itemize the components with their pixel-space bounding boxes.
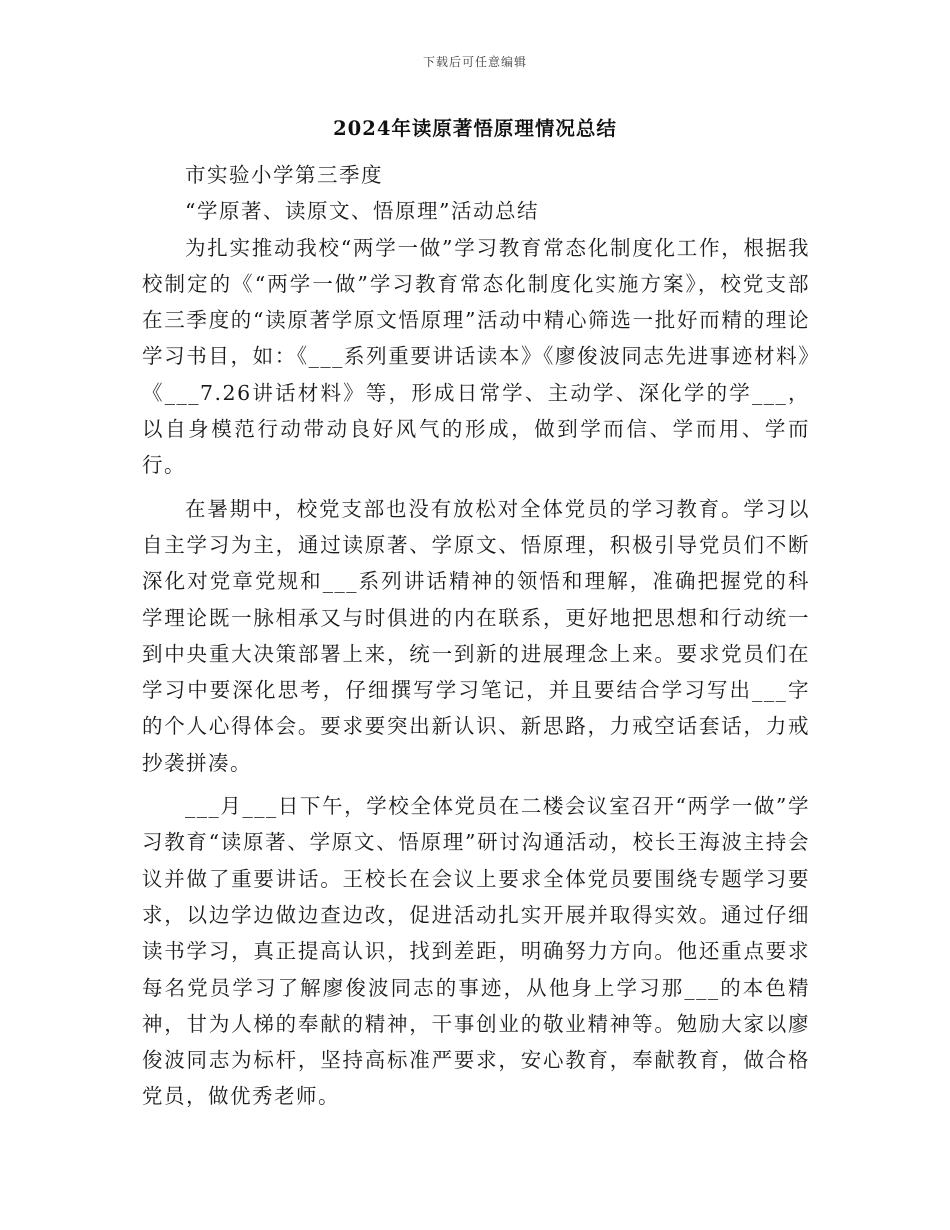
document-title: 2024年读原著悟原理情况总结 (333, 117, 617, 140)
subtitle-line-1: 市实验小学第三季度 (185, 163, 384, 187)
paragraph-2: 在暑期中，校党支部也没有放松对全体党员的学习教育。学习以自主学习为主，通过读原著、学原文、悟原理，积极引导党员们不断深化对党章党规和___系列讲话精神的领悟和理解，准确把握党的科学理论既一脉相承又与时俱进的内在联系，更好地把思想和行动统一到中央重大决策部署上来，统一到新的进展理念上来。要求党员们在学习中要深化思考，仔细撰写学习笔记，并且要结合学习写出___字的个人心得体会。要求要突出新认识、新思路，力戒空话套话，力戒抄袭拼凑。 (142, 496, 810, 775)
paragraph-3: ___月___日下午，学校全体党员在二楼会议室召开“两学一做”学习教育“读原著、学原文、悟原理”研讨沟通活动，校长王海波主持会议并做了重要讲话。王校长在会议上要求全体党员要围绕专题学习要求，以边学边做边查边改，促进活动扎实开展并取得实效。通过仔细读书学习，真正提高认识，找到差距，明确努力方向。他还重点要求每名党员学习了解廖俊波同志的事迹，从他身上学习那___的本色精神，甘为人梯的奉献的精神，干事创业的敬业精神等。勉励大家以廖俊波同志为标杆，坚持高标准严要求，安心教育，奉献教育，做合格党员，做优秀老师。 (142, 794, 810, 1109)
document-body (142, 157, 810, 1115)
subtitle-line-2: “学原著、读原文、悟原理”活动总结 (185, 199, 540, 224)
header-note: 下载后可任意编辑 (422, 55, 527, 69)
paragraph-1: 为扎实推动我校“两学一做”学习教育常态化制度化工作，根据我校制定的《“两学一做”学习教育常态化制度化实施方案》，校党支部在三季度的“读原著学原文悟原理”活动中精心筛选一批好而精的理论学习书目，如：《___系列重要讲话读本》《廖俊波同志先进事迹材料》《___7.26讲话材料》等，形成日常学、主动学、深化学的学___，以自身模范行动带动良好风气的形成，做到学而信、学而用、学而行。 (142, 235, 810, 478)
